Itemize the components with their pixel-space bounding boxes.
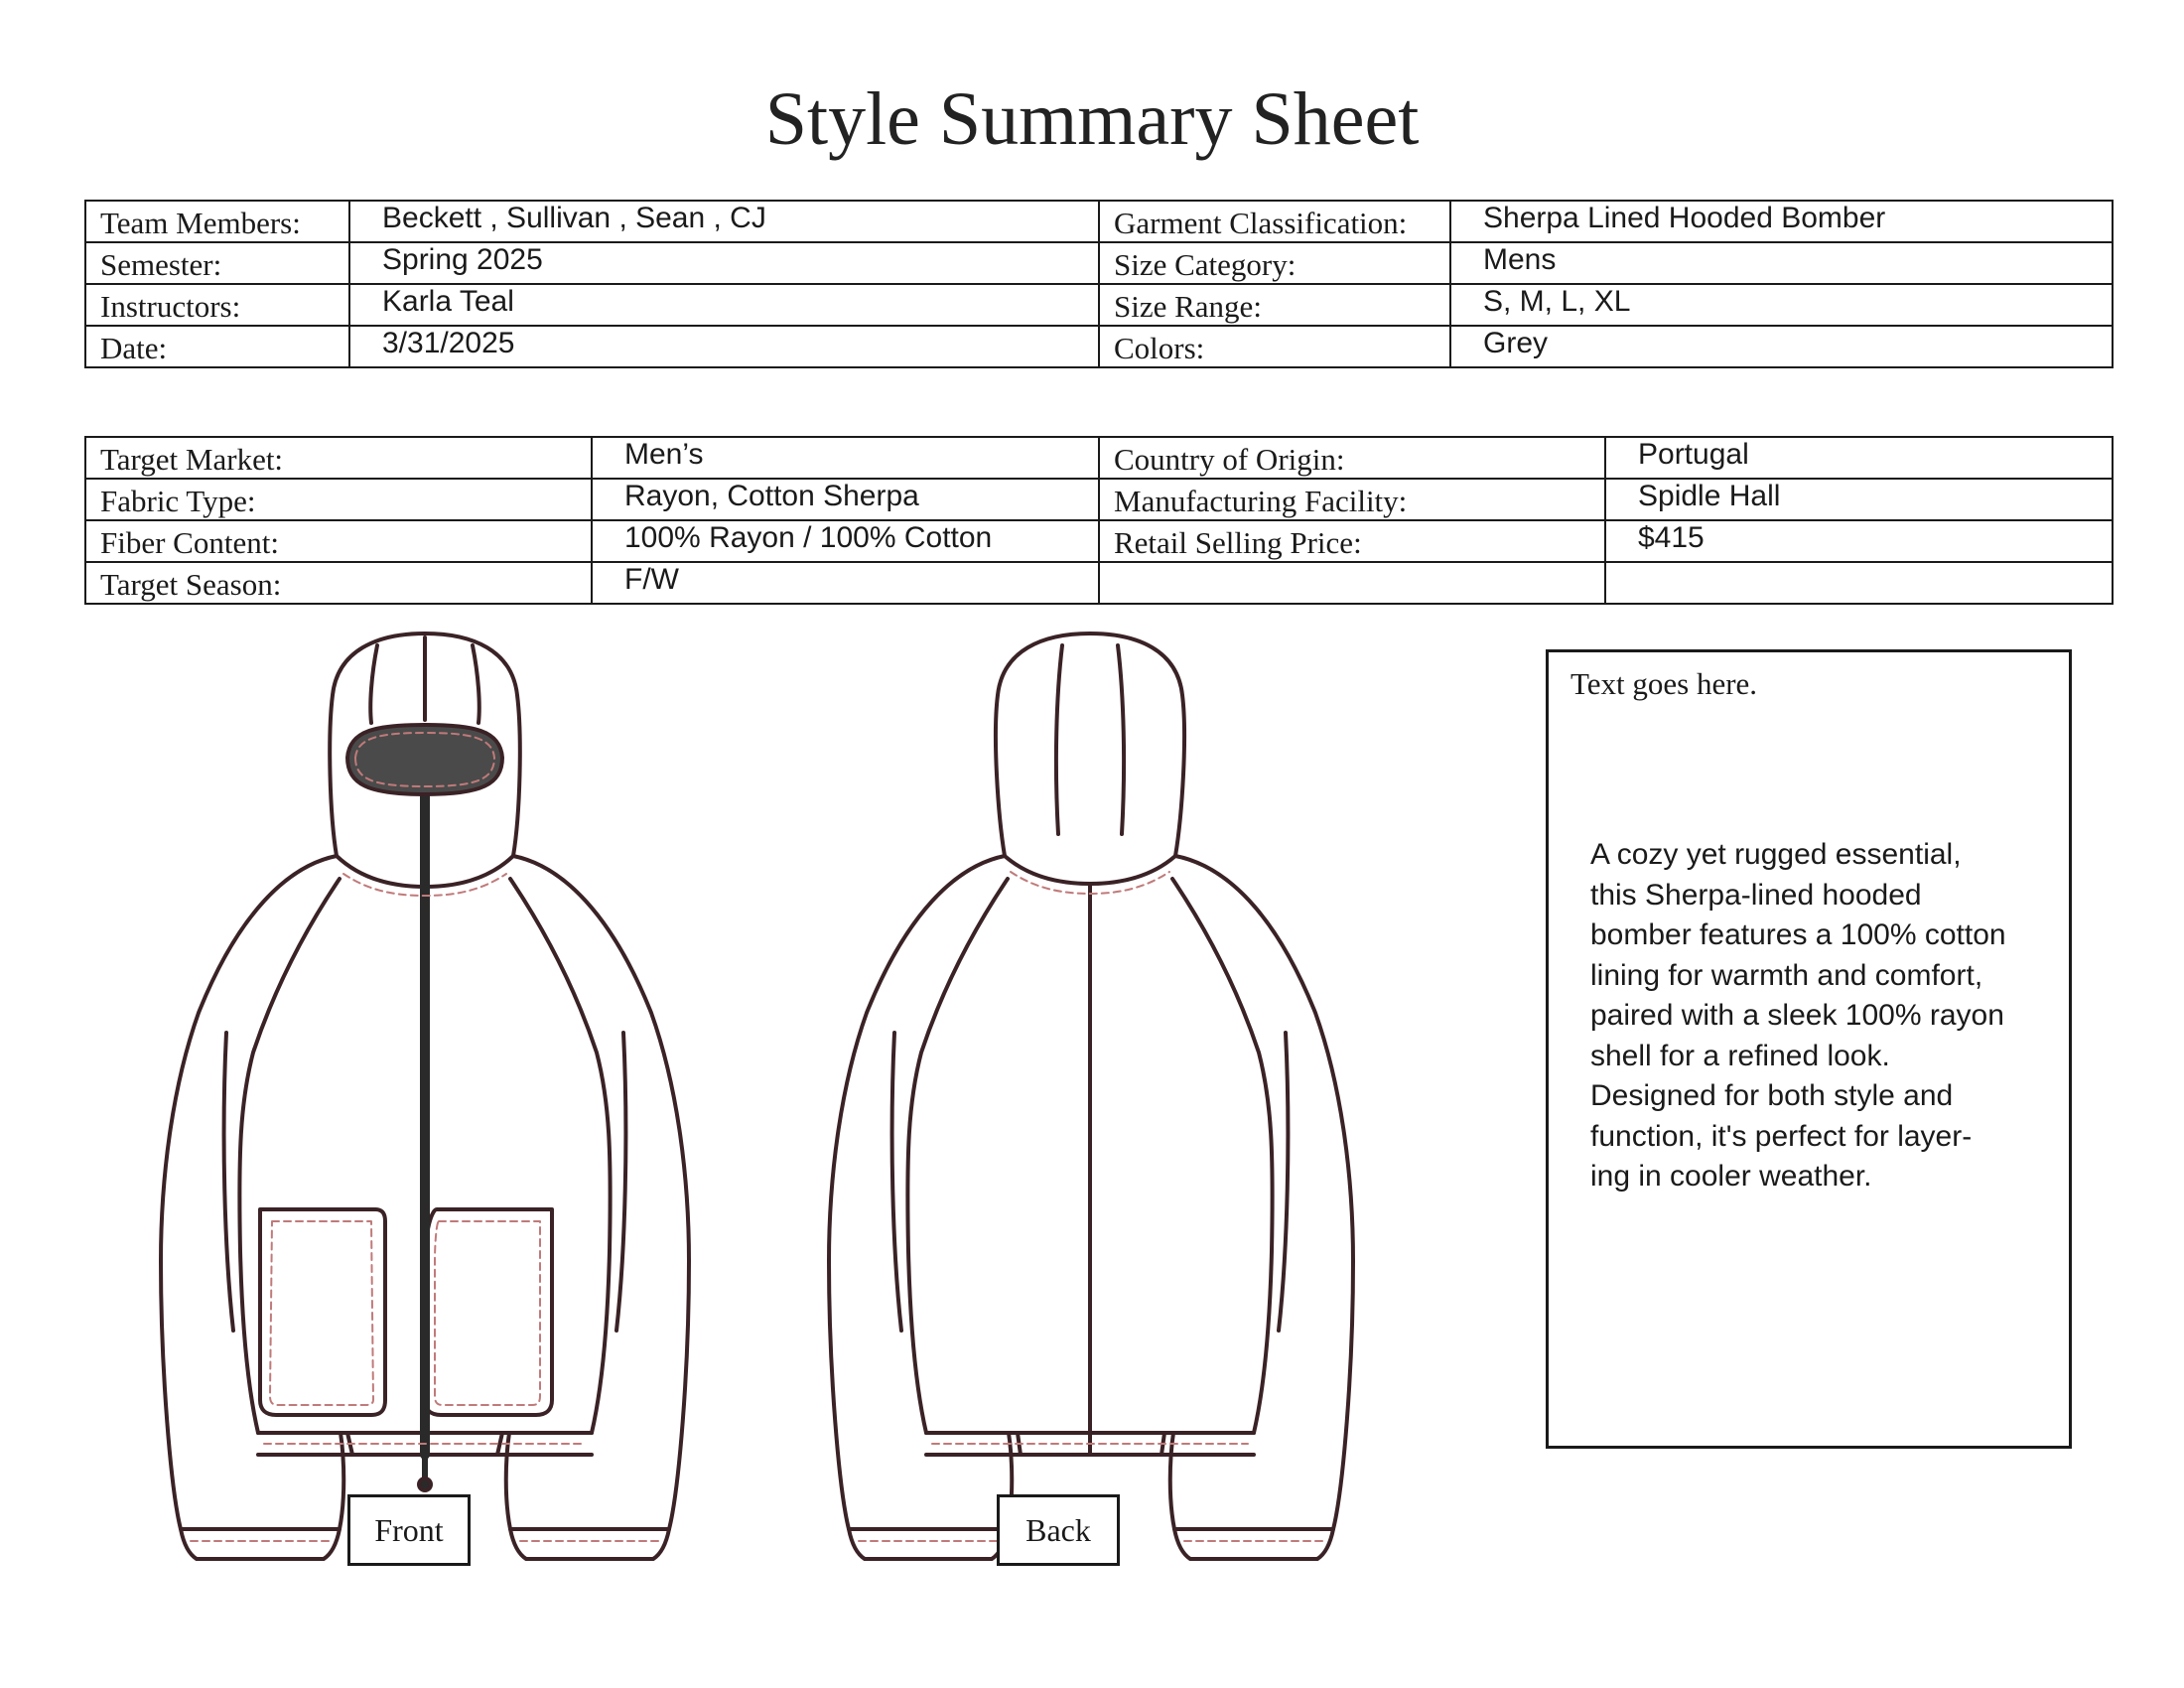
table-row [85,326,2113,367]
date-label: Date: [85,326,349,367]
table-row [85,242,2113,284]
fabric-type-value: Rayon, Cotton Sherpa [592,479,1099,520]
table-row [85,284,2113,326]
table-row [85,201,2113,242]
back-view-label: Back [997,1494,1120,1566]
front-view-label: Front [347,1494,471,1566]
semester-label: Semester: [85,242,349,284]
team-members-value: Beckett , Sullivan , Sean , CJ [349,201,1099,242]
target-season-label: Target Season: [85,562,592,604]
table-row [85,479,2113,520]
fabric-type-label: Fabric Type: [85,479,592,520]
date-value: 3/31/2025 [349,326,1099,367]
manufacturing-facility-label: Manufacturing Facility: [1099,479,1605,520]
description-placeholder: Text goes here. [1570,666,1758,701]
country-of-origin-label: Country of Origin: [1099,437,1605,479]
target-season-value: F/W [592,562,1099,604]
target-market-value: Men’s [592,437,1099,479]
table-row [85,562,2113,604]
instructors-label: Instructors: [85,284,349,326]
manufacturing-facility-value: Spidle Hall [1605,479,2113,520]
target-market-label: Target Market: [85,437,592,479]
style-info-table [84,200,2114,368]
fiber-content-label: Fiber Content: [85,520,592,562]
retail-selling-price-value: $415 [1605,520,2113,562]
fiber-content-value: 100% Rayon / 100% Cotton [592,520,1099,562]
garment-classification-value: Sherpa Lined Hooded Bomber [1450,201,2113,242]
country-of-origin-value: Portugal [1605,437,2113,479]
colors-label: Colors: [1099,326,1450,367]
instructors-value: Karla Teal [349,284,1099,326]
size-range-value: S, M, L, XL [1450,284,2113,326]
size-range-label: Size Range: [1099,284,1450,326]
semester-value: Spring 2025 [349,242,1099,284]
size-category-value: Mens [1450,242,2113,284]
back-jacket-sketch [829,633,1353,1559]
team-members-label: Team Members: [85,201,349,242]
size-category-label: Size Category: [1099,242,1450,284]
table-row [85,520,2113,562]
description-text: A cozy yet rugged essential, this Sherpa-lined hooded bomber features a 100% cotton lining for warmth and comfort, paired with a sleek 100% rayon shell for a refined look. Designed for both style and function, it's perfect for layer- ing in cooler weather. [1590,838,2006,1193]
page-title: Style Summary Sheet [764,77,1420,161]
retail-selling-price-label: Retail Selling Price: [1099,520,1605,562]
market-info-table [84,436,2114,605]
empty-cell [1605,562,2113,604]
front-hood-opening [347,725,502,794]
description-box [1546,649,2072,1449]
table-row [85,437,2113,479]
garment-flats [89,616,1479,1589]
garment-classification-label: Garment Classification: [1099,201,1450,242]
empty-cell [1099,562,1605,604]
colors-value: Grey [1450,326,2113,367]
